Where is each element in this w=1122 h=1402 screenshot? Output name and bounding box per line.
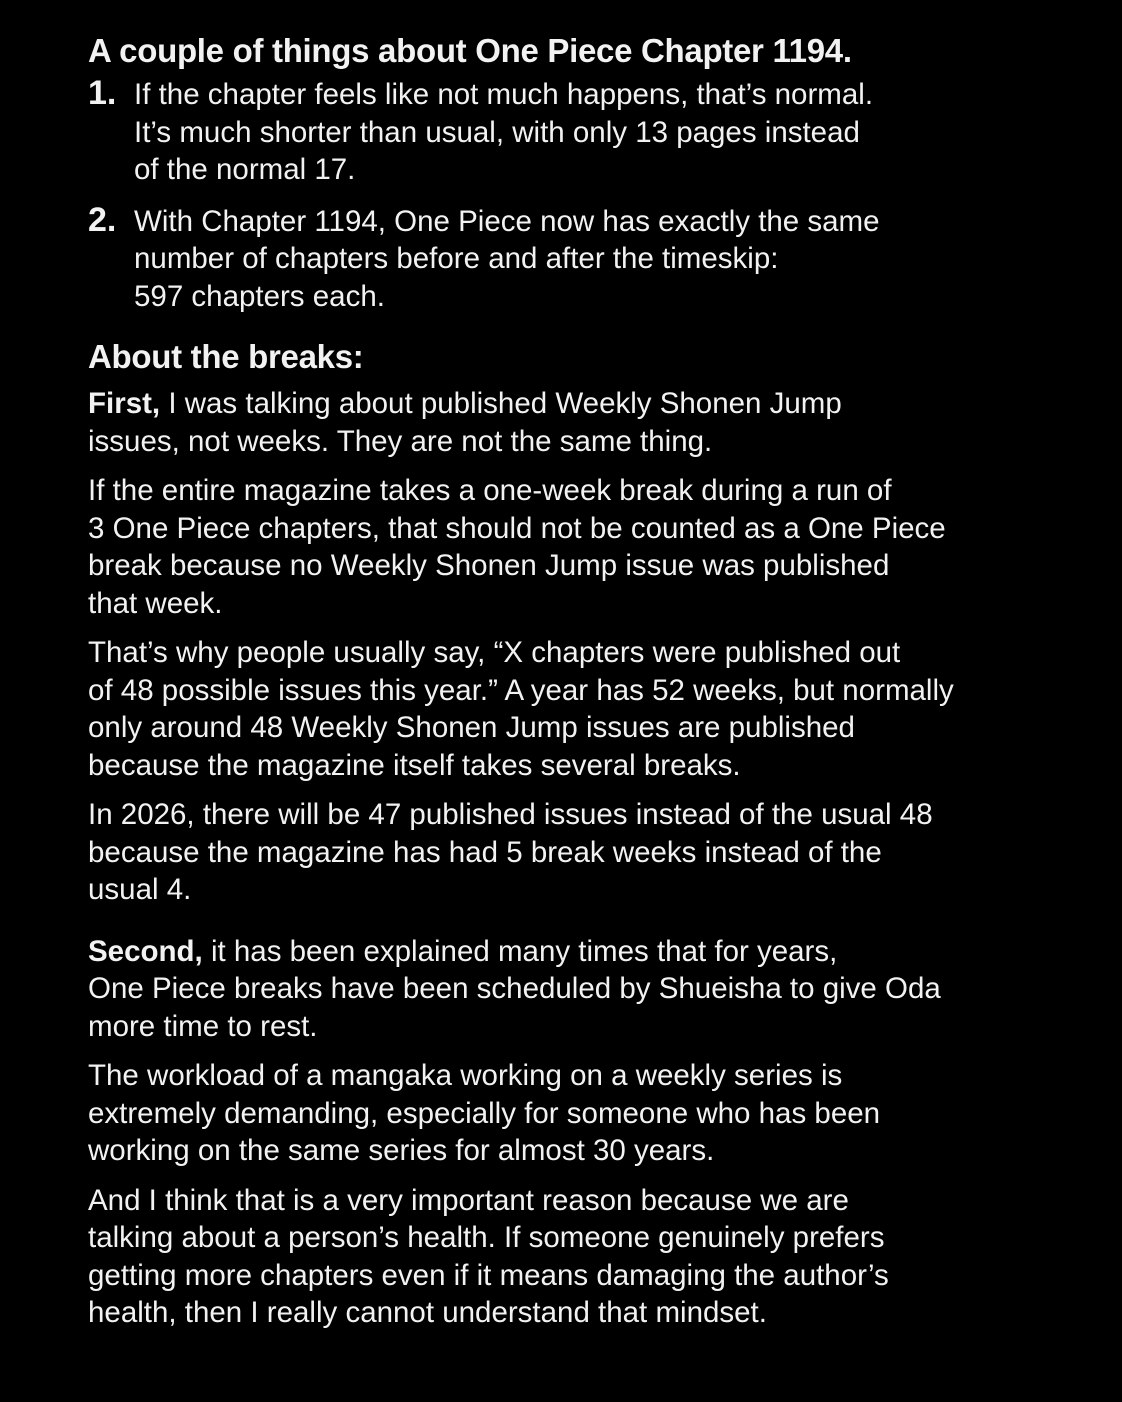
paragraph-2026-issues: [88, 796, 1068, 909]
point-line: It’s much shorter than usual, with only 13 pages instead: [134, 115, 860, 149]
paragraph-first: [88, 385, 1068, 460]
paragraph-workload: [88, 1057, 1068, 1170]
point-line: of the normal 17.: [134, 153, 356, 186]
paragraph-line: In 2026, there will be 47 published issues instead of the usual 48: [88, 798, 933, 831]
point-number: 1.: [88, 74, 117, 112]
paragraph-line: issues, not weeks. They are not the same thing.: [88, 424, 713, 458]
document: [88, 28, 1068, 1344]
paragraph-line: working on the same series for almost 30 years.: [88, 1134, 715, 1167]
paragraph-lead: First,: [88, 387, 161, 420]
numbered-point-2: [88, 200, 1068, 316]
paragraph-line-text: I was talking about published Weekly Shonen Jump: [160, 387, 842, 420]
section-heading-breaks: About the breaks:: [88, 338, 364, 375]
paragraph-line: of 48 possible issues this year.” A year has 52 weeks, but normally: [88, 673, 954, 707]
paragraph-magazine-break: [88, 472, 1068, 622]
paragraph-second: [88, 933, 1068, 1046]
paragraph-line: because the magazine has had 5 break weeks instead of the: [88, 835, 882, 869]
paragraph-line: One Piece breaks have been scheduled by Shueisha to give Oda: [88, 972, 941, 1005]
paragraph-possible-issues: [88, 634, 1068, 784]
numbered-point-1: [88, 76, 1068, 189]
paragraph-line: usual 4.: [88, 873, 192, 906]
paragraph-line: That’s why people usually say, “X chapters were published out: [88, 636, 901, 669]
paragraph-line: And I think that is a very important reason because we are: [88, 1183, 849, 1217]
paragraph-line: talking about a person’s health. If someone genuinely prefers: [88, 1221, 885, 1254]
point-number: 2.: [88, 200, 117, 239]
point-line: With Chapter 1194, One Piece now has exactly the same: [134, 204, 880, 238]
paragraph-line: [88, 933, 1068, 971]
paragraph-line: extremely demanding, especially for someone who has been: [88, 1096, 881, 1130]
paragraph-line: break because no Weekly Shonen Jump issue was published: [88, 549, 890, 582]
paragraph-line: 3 One Piece chapters, that should not be counted as a One Piece: [88, 511, 946, 545]
paragraph-line: getting more chapters even if it means damaging the author’s: [88, 1258, 889, 1292]
paragraph-line: only around 48 Weekly Shonen Jump issues are published: [88, 711, 855, 744]
point-line: number of chapters before and after the timeskip:: [134, 242, 779, 275]
paragraph-line: The workload of a mangaka working on a weekly series is: [88, 1059, 843, 1092]
paragraph-line: because the magazine itself takes several breaks.: [88, 748, 741, 782]
point-line: If the chapter feels like not much happens, that’s normal.: [134, 78, 874, 111]
paragraph-health: [88, 1182, 1068, 1332]
paragraph-line: that week.: [88, 586, 223, 620]
paragraph-line: health, then I really cannot understand that mindset.: [88, 1296, 767, 1329]
paragraph-line: [88, 385, 1068, 423]
document-title: A couple of things about One Piece Chapter 1194.: [88, 32, 852, 69]
paragraph-line-text: it has been explained many times that for years,: [202, 934, 838, 968]
paragraph-lead: Second,: [88, 934, 203, 968]
paragraph-line: more time to rest.: [88, 1009, 318, 1043]
point-line: 597 chapters each.: [134, 279, 385, 313]
paragraph-line: If the entire magazine takes a one-week break during a run of: [88, 474, 892, 507]
